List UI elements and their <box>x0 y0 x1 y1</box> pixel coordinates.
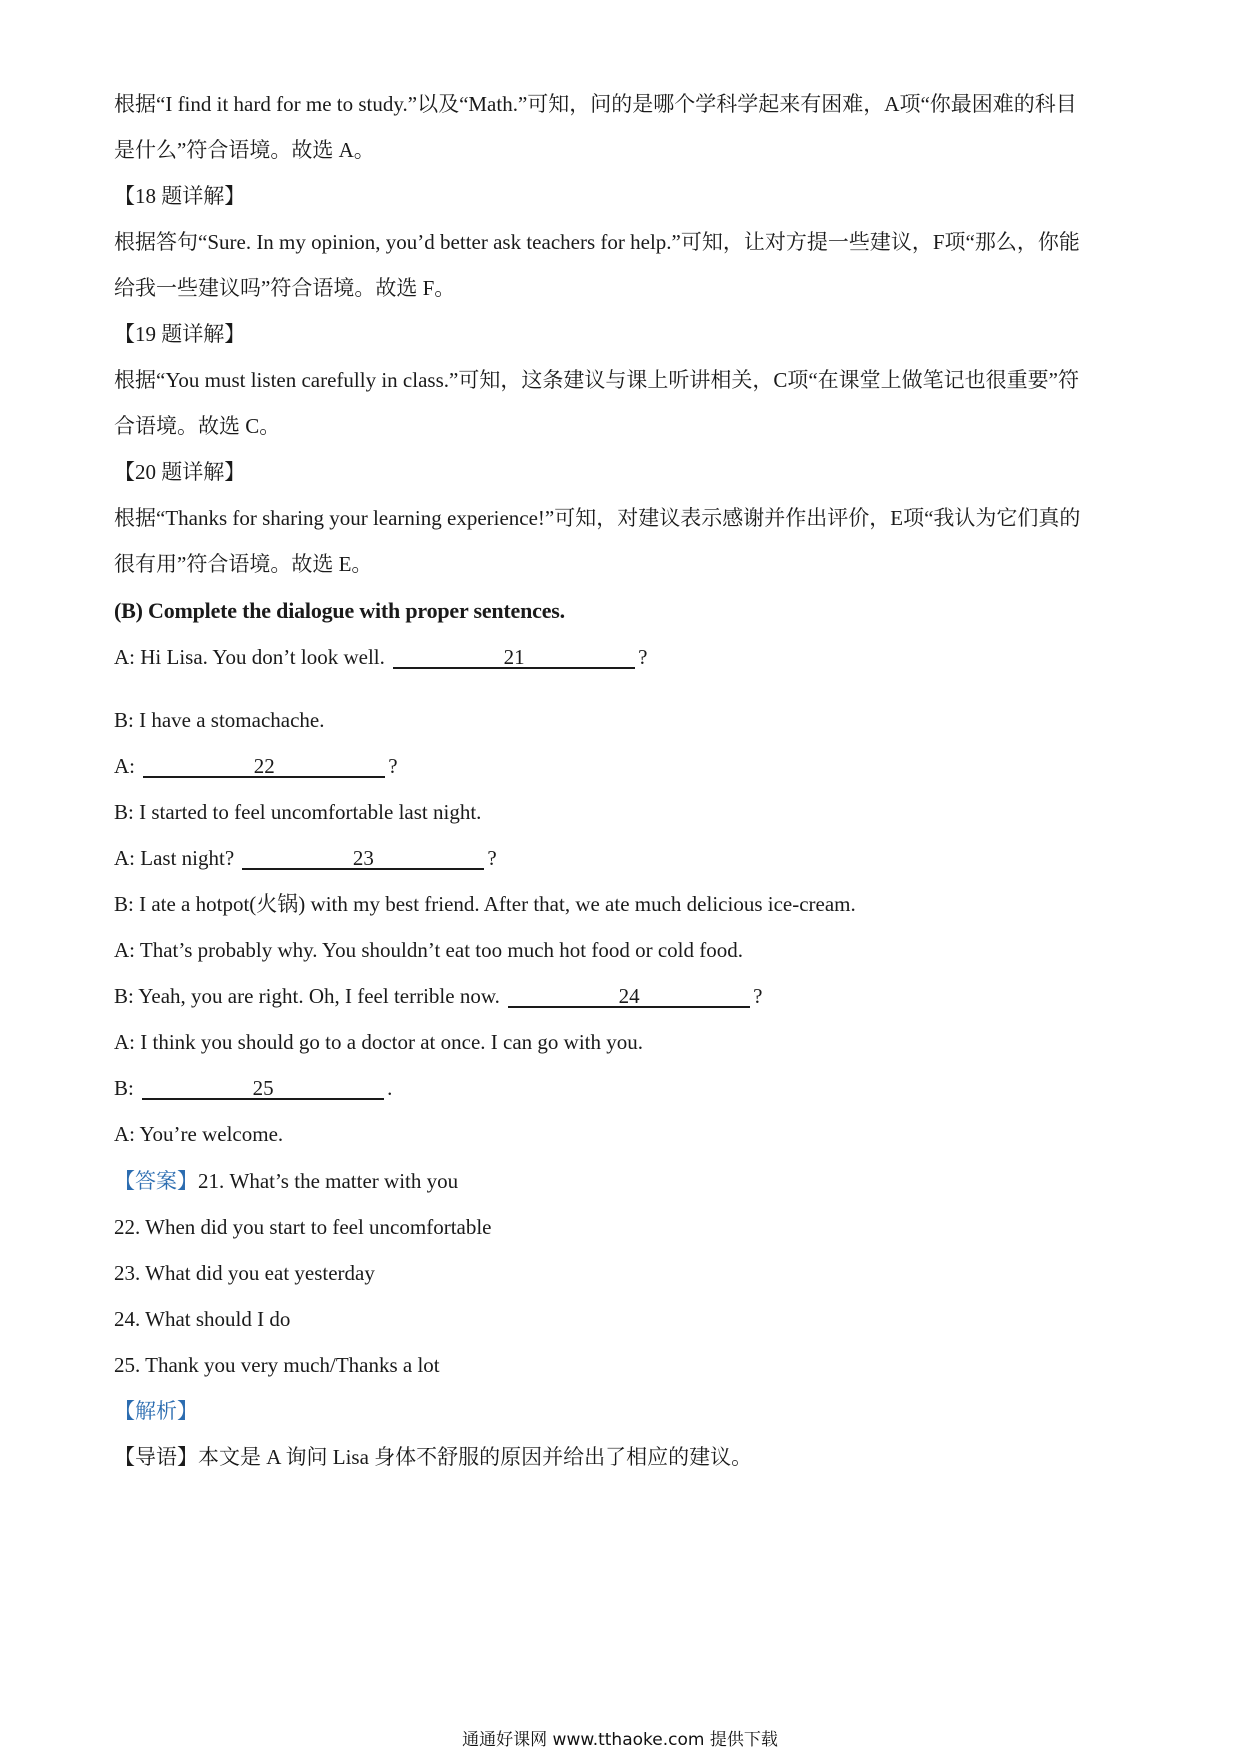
answer-22: 22. When did you start to feel uncomfortable <box>114 1215 492 1239</box>
dialogue-line-3 <box>114 752 1134 780</box>
dialogue-text: A: Hi Lisa. You don’t look well. <box>114 645 385 669</box>
answer-21: 21. What’s the matter with you <box>198 1169 459 1193</box>
dialogue-text: A: Last night? <box>114 846 235 870</box>
explanation-19-line-2: 合语境。故选 C。 <box>114 414 281 438</box>
explanation-20-line-1: 根据“Thanks for sharing your learning experience!”可知，对建议表示感谢并作出评价，E项“我认为它们真的 <box>114 506 1081 530</box>
answer-25: 25. Thank you very much/Thanks a lot <box>114 1353 440 1377</box>
analysis-label: 【解析】 <box>114 1399 198 1423</box>
dialogue-line-11: A: You’re welcome. <box>114 1122 284 1146</box>
dialogue-punct: ? <box>487 846 497 870</box>
dialogue-punct: ? <box>753 984 763 1008</box>
dialogue-line-1 <box>114 643 1134 671</box>
dialogue-line-10 <box>114 1074 1134 1102</box>
dialogue-punct: ? <box>638 645 648 669</box>
dialogue-line-4: B: I started to feel uncomfortable last night. <box>114 800 482 824</box>
answer-23: 23. What did you eat yesterday <box>114 1261 375 1285</box>
answer-label: 【答案】 <box>114 1169 198 1193</box>
page-footer: 通通好课网 www.tthaoke.com 提供下载 <box>462 1730 778 1750</box>
dialogue-line-5 <box>114 844 1134 872</box>
dialogue-text: B: <box>114 1076 134 1100</box>
blank-25[interactable]: 25 <box>142 1078 384 1100</box>
explanation-19-line-1: 根据“You must listen carefully in class.”可知，这条建议与课上听讲相关，C项“在课堂上做笔记也很重要”符 <box>114 368 1079 392</box>
heading-18: 【18 题详解】 <box>114 184 246 208</box>
dialogue-punct: ? <box>388 754 398 778</box>
section-b-title: (B) Complete the dialogue with proper sentences. <box>114 598 565 623</box>
blank-23[interactable]: 23 <box>242 848 484 870</box>
explanation-18-line-2: 给我一些建议吗”符合语境。故选 F。 <box>114 276 456 300</box>
explanation-18-line-1: 根据答句“Sure. In my opinion, you’d better ask teachers for help.”可知，让对方提一些建议，F项“那么，你能 <box>114 230 1080 254</box>
dialogue-line-9: A: I think you should go to a doctor at once. I can go with you. <box>114 1030 643 1054</box>
explanation-17-line-2: 是什么”符合语境。故选 A。 <box>114 138 375 162</box>
dialogue-line-6: B: I ate a hotpot(火锅) with my best friend. After that, we ate much delicious ice-cream. <box>114 892 856 916</box>
dialogue-text: A: <box>114 754 135 778</box>
explanation-17-line-1: 根据“I find it hard for me to study.”以及“Math.”可知，问的是哪个学科学起来有困难，A项“你最困难的科目 <box>114 92 1077 116</box>
answer-24: 24. What should I do <box>114 1307 291 1331</box>
dialogue-punct: . <box>387 1076 393 1100</box>
dialogue-line-2: B: I have a stomachache. <box>114 708 325 732</box>
explanation-20-line-2: 很有用”符合语境。故选 E。 <box>114 552 373 576</box>
heading-19: 【19 题详解】 <box>114 322 246 346</box>
analysis-guide: 【导语】本文是 A 询问 Lisa 身体不舒服的原因并给出了相应的建议。 <box>114 1445 753 1469</box>
answer-line-21 <box>114 1167 1134 1195</box>
blank-24[interactable]: 24 <box>508 986 750 1008</box>
dialogue-text: B: Yeah, you are right. Oh, I feel terrible now. <box>114 984 500 1008</box>
dialogue-line-7: A: That’s probably why. You shouldn’t eat too much hot food or cold food. <box>114 938 743 962</box>
blank-22[interactable]: 22 <box>143 756 385 778</box>
heading-20: 【20 题详解】 <box>114 460 246 484</box>
blank-21[interactable]: 21 <box>393 647 635 669</box>
dialogue-line-8 <box>114 982 1134 1010</box>
